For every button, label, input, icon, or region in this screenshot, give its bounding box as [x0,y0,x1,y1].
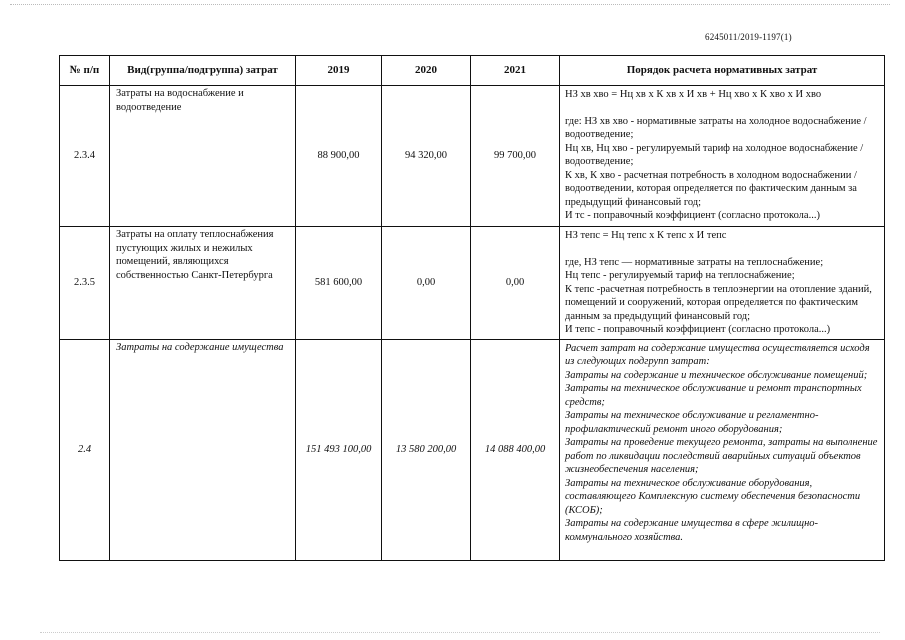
header-2019: 2019 [296,56,382,86]
cost-type-name: Затраты на содержание имущества [110,339,296,560]
calc-line: И тс - поправочный коэффициент (согласно протокола...) [565,210,820,221]
cost-type-name: Затраты на водоснабжение и водоотведение [110,86,296,227]
calculation-method [560,86,885,227]
calc-line: где: НЗ хв хво - нормативные затраты на холодное водоснабжение /водоотведение; [565,115,867,140]
table-row [60,227,885,340]
calc-line: Расчет затрат на содержание имущества осуществляется исходя из следующих подгрупп затрат: [565,342,870,367]
table-row [60,86,885,227]
calc-line: Затраты на техническое обслуживание оборудования, составляющего Комплексную систему обеспечения безопасности (КСОБ); [565,477,861,516]
header-2021: 2021 [471,56,560,86]
calc-line: Затраты на проведение текущего ремонта, затраты на выполнение работ по ликвидации последствий аварийных ситуаций объектов жизнеобеспечения населения; [565,437,878,475]
calculation-method [560,227,885,340]
value-2021: 0,00 [471,227,560,340]
calc-line: Нц тепс - регулируемый тариф на теплоснабжение; [565,270,795,281]
calc-formula: НЗ тепс = Нц тепс х К тепс х И тепс [565,230,727,241]
calc-line: Затраты на техническое обслуживание и ремонт транспортных средств; [565,383,862,408]
row-number: 2.4 [60,339,110,560]
value-2019: 151 493 100,00 [296,339,382,560]
value-2020: 0,00 [382,227,471,340]
row-number: 2.3.4 [60,86,110,227]
calc-line: Затраты на техническое обслуживание и регламентно-профилактический ремонт иного оборудования; [565,410,819,435]
value-2021: 14 088 400,00 [471,339,560,560]
scan-artifact-bottom [40,632,880,634]
header-method: Порядок расчета нормативных затрат [560,56,885,86]
value-2019: 581 600,00 [296,227,382,340]
table-row [60,339,885,560]
calc-line: И тепс - поправочный коэффициент (согласно протокола...) [565,324,831,335]
calc-line: К тепс -расчетная потребность в теплоэнергии на отопление зданий, помещений и сооружений, которая определяется по фактическим данным за предыдущий финансовый год; [565,283,872,322]
calc-formula: НЗ хв хво = Нц хв х К хв х И хв + Нц хво х К хво х И хво [565,89,822,100]
value-2021: 99 700,00 [471,86,560,227]
calc-line: Затраты на содержание и техническое обслуживание помещений; [565,369,868,381]
document-number: 6245011/2019-1197(1) [705,32,792,42]
cost-type-name: Затраты на оплату теплоснабжения пустующих жилых и нежилых помещений, являющихся собственностью Санкт-Петербурга [110,227,296,340]
header-type: Вид(группа/подгруппа) затрат [110,56,296,86]
value-2019: 88 900,00 [296,86,382,227]
calc-line: где, НЗ тепс — нормативные затраты на теплоснабжение; [565,256,824,268]
table-header-row [60,56,885,86]
calc-line: Нц хв, Нц хво - регулируемый тариф на холодное водоснабжение / водоотведение; [565,142,864,167]
value-2020: 13 580 200,00 [382,339,471,560]
cost-table [59,55,885,561]
value-2020: 94 320,00 [382,86,471,227]
header-num: № п/п [60,56,110,86]
calc-line: Затраты на содержание имущества в сфере жилищно-коммунального хозяйства. [565,518,819,543]
header-2020: 2020 [382,56,471,86]
scan-artifact-top [10,4,890,6]
calc-line: К хв, К хво - расчетная потребность в холодном водоснабжении / водоотведении, которая определяется по фактическим данным за предыдущий финансовый год; [565,169,857,208]
calculation-method [560,339,885,560]
row-number: 2.3.5 [60,227,110,340]
